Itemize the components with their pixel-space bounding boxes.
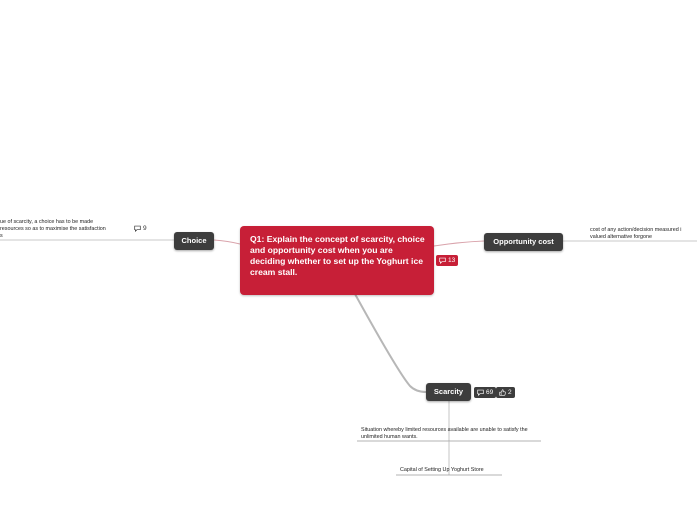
scarcity-definition-note: Situation whereby limited resources available are unable to satisfy the unlimited human wants. (361, 427, 528, 440)
scarcity-comment-badge[interactable] (474, 387, 496, 398)
scarcity-capital-note: Capital of Setting Up Yoghurt Store (400, 467, 484, 473)
central-comment-badge[interactable] (436, 255, 458, 266)
central-topic[interactable] (240, 226, 434, 295)
thumbs-up-icon (499, 389, 506, 396)
choice-note (0, 219, 106, 240)
topic-scarcity[interactable] (426, 383, 471, 401)
link-central-scarcity (355, 294, 426, 392)
opportunity-note-line-1: cost of any action/decision measured i (590, 227, 682, 233)
topic-opportunity-cost-label: Opportunity cost (493, 237, 554, 246)
topic-choice[interactable] (174, 232, 214, 250)
choice-comment-count: 9 (143, 225, 147, 232)
link-central-choice (214, 240, 240, 244)
topic-choice-label: Choice (181, 236, 207, 245)
opportunity-note (590, 227, 681, 241)
choice-comment-badge[interactable] (131, 223, 150, 234)
choice-note-line-3: s (0, 233, 3, 239)
scarcity-like-count: 2 (508, 389, 512, 396)
central-topic-text: Q1: Explain the concept of scarcity, choice and opportunity cost when you are deciding whether to set up the Yoghurt ice cream stall. (250, 234, 425, 277)
scarcity-comment-count: 69 (486, 389, 494, 396)
comment-icon (134, 225, 141, 232)
scarcity-like-badge[interactable] (496, 387, 515, 398)
central-comment-count: 13 (448, 257, 456, 264)
link-central-opportunity (434, 241, 484, 246)
comment-icon (439, 257, 446, 264)
comment-icon (477, 389, 484, 396)
opportunity-note-line-2: valued alternative forgone (590, 234, 653, 240)
choice-note-line-2: resources so as to maximise the satisfaction (0, 226, 106, 232)
topic-opportunity-cost[interactable] (484, 233, 563, 251)
topic-scarcity-label: Scarcity (433, 387, 464, 396)
choice-note-line-1: ue of scarcity, a choice has to be made (0, 219, 94, 225)
